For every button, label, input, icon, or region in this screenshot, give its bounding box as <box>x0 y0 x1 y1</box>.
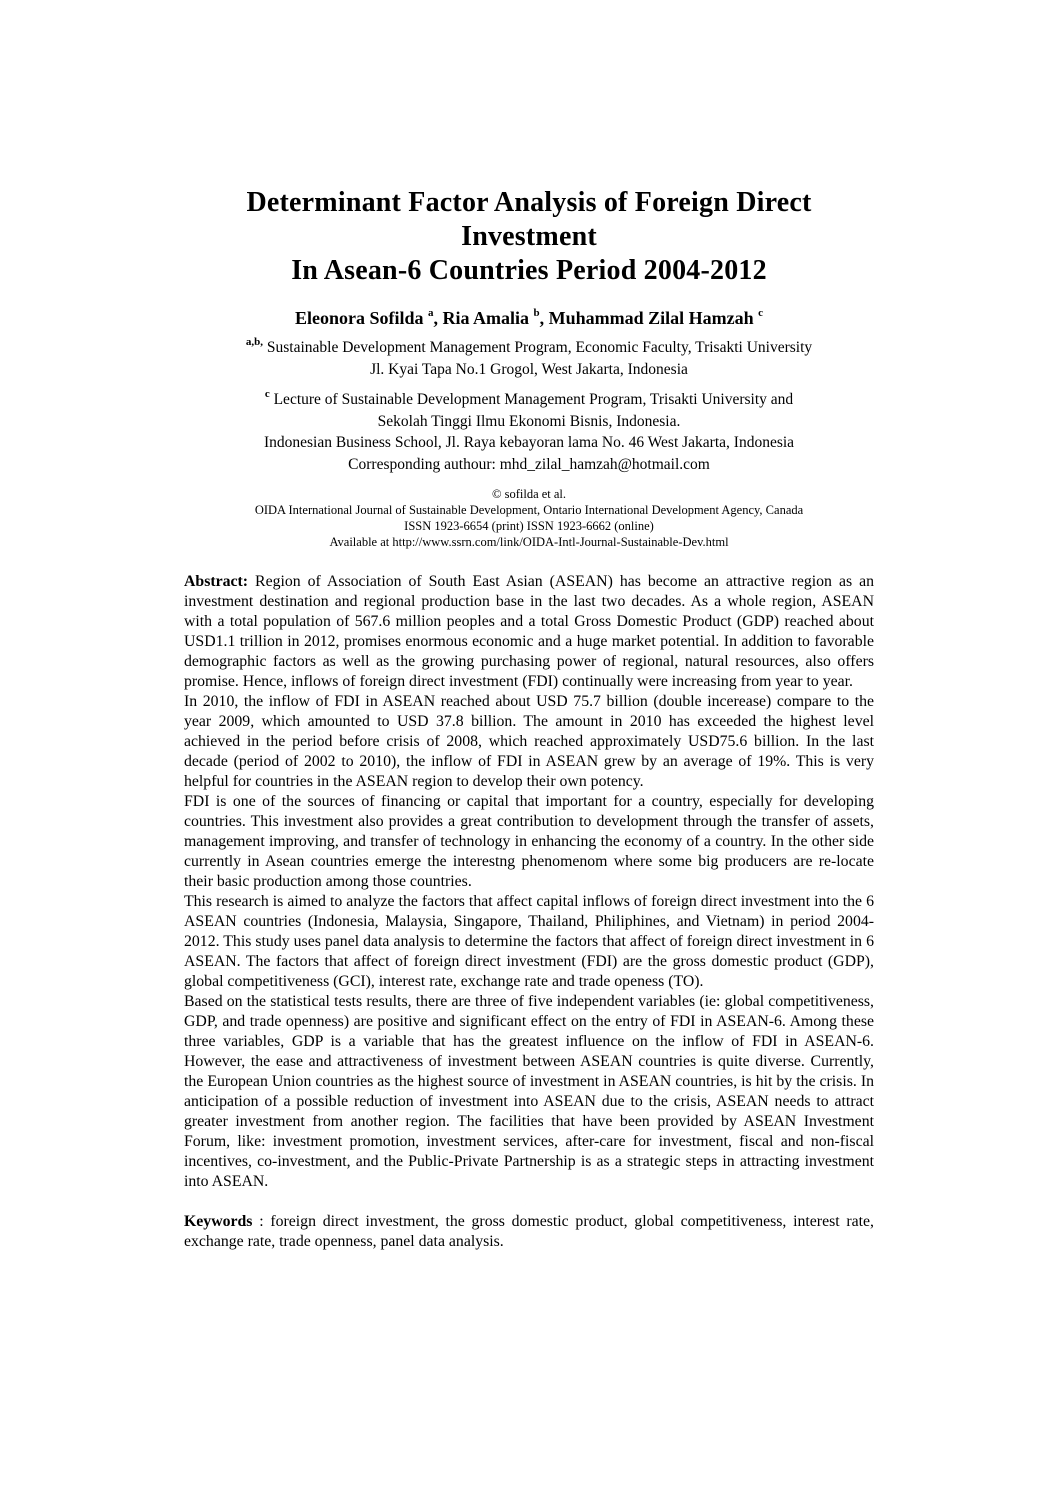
paper-title-line1: Determinant Factor Analysis of Foreign Direct Investment <box>246 187 812 252</box>
keywords-label: Keywords <box>184 1213 253 1231</box>
author-separator: , <box>539 308 549 328</box>
copyright-line: © sofilda et al. <box>491 487 567 502</box>
corresponding-author-line: Corresponding authour: mhd_zilal_hamzah@hotmail.com <box>348 455 710 473</box>
abstract-paragraph-3: FDI is one of the sources of financing or capital that important for a country, especially for developing countries. This investment also provides a great contribution to development through the transfer of assets, management improving, and transfer of technology in enhancing the economy of a country. In the other side currently in Asean countries emerge the interestng phenomenom where some big producers are re-locate their basic production among those countries. <box>184 793 874 891</box>
author-name-2: Ria Amalia <box>442 308 534 328</box>
issn-line: ISSN 1923-6654 (print) ISSN 1923-6662 (online) <box>404 519 654 534</box>
abstract-section <box>184 572 874 1192</box>
author-separator: , <box>433 308 443 328</box>
abstract-paragraph-1 <box>184 572 874 692</box>
abstract-label: Abstract: <box>184 573 249 591</box>
journal-line: OIDA International Journal of Sustainable Development, Ontario International Development Agency, Canada <box>254 503 804 518</box>
affiliation-line-5: Indonesian Business School, Jl. Raya kebayoran lama No. 46 West Jakarta, Indonesia <box>263 434 795 452</box>
affiliation-superscript-ab: a,b, <box>245 336 263 348</box>
abstract-paragraph-1-text: Region of Association of South East Asian (ASEAN) has become an attractive region as an investment destination and regional production base in the last two decades. As a whole region, ASEAN with a total population of 567.6 million peoples and a total Gross Domestic Product (GDP) reached about USD1.1 trillion in 2012, promises enormous economic and a huge market potential. In addition to favorable demographic factors as well as the growing purchasing power of regional, natural resources, also offers promise. Hence, inflows of foreign direct investment (FDI) continually were increasing from year to year. <box>184 573 874 691</box>
author-line <box>184 308 874 329</box>
author-superscript-b: b <box>533 307 540 319</box>
affiliation-text-1: Sustainable Development Management Program, Economic Faculty, Trisakti University <box>262 339 813 357</box>
imprint-block <box>184 486 874 550</box>
affiliation-line-2: Jl. Kyai Tapa No.1 Grogol, West Jakarta, Indonesia <box>370 360 688 378</box>
author-superscript-c: c <box>758 307 764 319</box>
keywords-section <box>184 1212 874 1252</box>
abstract-paragraph-4: This research is aimed to analyze the factors that affect capital inflows of foreign direct investment into the 6 ASEAN countries (Indonesia, Malaysia, Singapore, Thailand, Philiphines, and Vietnam) in period 2004-2012. This study uses panel data analysis to determine the factors that affect of foreign direct investment in 6 ASEAN. The factors that affect of foreign direct investment (FDI) are the gross domestic product (GDP), global competitiveness (GCI), interest rate, exchange rate and trade openess (TO). <box>184 893 874 991</box>
affiliation-line-4: Sekolah Tinggi Ilmu Ekonomi Bisnis, Indonesia. <box>377 412 681 430</box>
paper-content-column <box>184 0 874 1252</box>
affiliation-line-1 <box>184 333 874 359</box>
abstract-paragraph-5: Based on the statistical tests results, there are three of five independent variables (ie: global competitiveness, GDP, and trade openness) are positive and significant effect on the entry of FDI in ASEAN-6. Among these three variables, GDP is a variable that has the greatest influence on the inflow of FDI in ASEAN-6. However, the ease and attractiveness of investment between ASEAN countries is quite diverse. Currently, the European Union countries as the highest source of investment in ASEAN countries, is hit by the crisis. In anticipation of a possible reduction of investment into ASEAN due to the crisis, ASEAN needs to attract greater investment from another region. The facilities that have been provided by ASEAN Investment Forum, like: investment promotion, investment services, after-care for investment, fiscal and non-fiscal incentives, co-investment, and the Public-Private Partnership is as a strategic steps in attracting investment into ASEAN. <box>184 993 874 1191</box>
abstract-paragraph-2: In 2010, the inflow of FDI in ASEAN reached about USD 75.7 billion (double incerease) compare to the year 2009, which amounted to USD 37.8 billion. The amount in 2010 has exceeded the highest level achieved in the period before crisis of 2008, which reached approximately USD75.6 billion. In the last decade (period of 2002 to 2010), the inflow of FDI in ASEAN grew by an average of 19%. This is very helpful for countries in the ASEAN region to develop their own potency. <box>184 693 874 791</box>
affiliations-block <box>184 333 874 475</box>
author-name-1: Eleonora Sofilda <box>294 308 428 328</box>
author-name-3: Muhammad Zilal Hamzah <box>548 308 759 328</box>
affiliation-superscript-c: c <box>264 388 270 401</box>
author-superscript-a: a <box>427 307 434 319</box>
availability-line: Available at http://www.ssrn.com/link/OIDA-Intl-Journal-Sustainable-Dev.html <box>329 535 729 550</box>
paper-title <box>184 186 874 288</box>
affiliation-line-3 <box>184 385 874 411</box>
affiliation-text-2: Lecture of Sustainable Development Management Program, Trisakti University and <box>269 391 794 409</box>
keywords-text: : foreign direct investment, the gross domestic product, global competitiveness, interest rate, exchange rate, trade openness, panel data analysis. <box>184 1213 874 1251</box>
paper-title-line2: In Asean-6 Countries Period 2004-2012 <box>291 255 767 286</box>
